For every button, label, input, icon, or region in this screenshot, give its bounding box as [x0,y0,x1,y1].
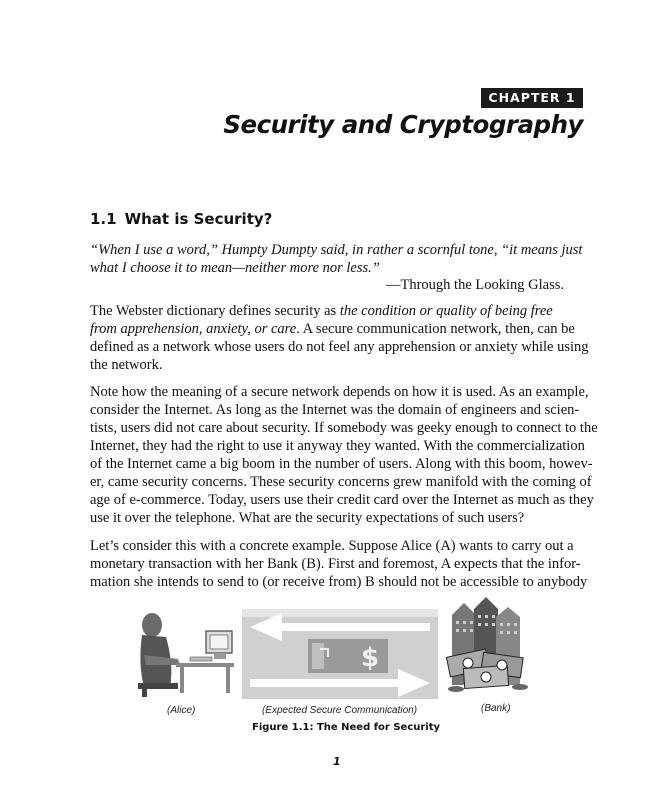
section-title: What is Security? [124,210,273,228]
secure-communication-graphic [242,609,438,699]
paragraph-example [90,537,590,591]
paragraph-line [90,302,590,320]
paragraph-line [90,320,590,338]
epigraph-line: “When I use a word,” Humpty Dumpty said, in rather a scornful tone, “it means just [90,242,583,258]
paragraph-line: Internet, they had the right to use it anyway they wanted. With the commercialization [90,438,585,454]
paragraph-line: mation she intends to send to (or receive from) B should not be accessible to anybody [90,574,588,590]
text-run: . A secure communication network, then, can be [296,321,575,337]
paragraph-line: Note how the meaning of a secure network depends on how it is used. As an example, [90,384,589,400]
epigraph-attribution: —Through the Looking Glass. [385,277,564,293]
chapter-title: Security and Cryptography [223,110,583,139]
figure-caption: Figure 1.1: The Need for Security [252,722,441,733]
chapter-label: CHAPTER 1 [481,88,583,108]
section-number: 1.1 [90,210,117,228]
paragraph-line: age of e-commerce. Today, users use their credit card over the Internet as much as they [90,492,594,508]
section-heading [90,210,272,228]
figure-illustration [130,595,550,705]
epigraph [90,241,590,277]
text-run: The Webster dictionary defines security as [90,303,340,319]
definition-italic: the condition or quality of being free [339,303,553,319]
paragraph-line: consider the Internet. As long as the Internet was the domain of engineers and scien- [90,402,580,418]
paragraph-line: of the Internet came a big boom in the number of users. Along with this boom, howev- [90,456,593,472]
svg-text:$: $ [360,643,380,673]
alice-illustration [138,613,234,697]
paragraph-definition [90,302,590,374]
figure-label-bank: (Bank) [481,703,511,714]
definition-italic: from apprehension, anxiety, or care [90,321,297,337]
paragraph-line: er, came security concerns. These security concerns grew manifold with the coming of [90,474,592,490]
epigraph-line: what I choose it to mean—neither more nor less.” [90,260,380,276]
paragraph-line: use it over the telephone. What are the security expectations of such users? [90,510,525,526]
figure-label-alice: (Alice) [167,705,196,716]
paragraph-line: monetary transaction with her Bank (B). First and foremost, A expects that the infor- [90,556,581,572]
bank-illustration [446,597,528,692]
paragraph-line: Let’s consider this with a concrete example. Suppose Alice (A) wants to carry out a [90,538,574,554]
paragraph-line: the network. [90,357,163,373]
paragraph-internet [90,383,598,527]
figure-label-communication: (Expected Secure Communication) [262,705,418,716]
paragraph-line: tists, users did not care about security. If somebody was geeky enough to connect to the [90,420,598,436]
paragraph-line: defined as a network whose users do not feel any apprehension or anxiety while using [90,339,589,355]
page-number: 1 [333,755,341,768]
